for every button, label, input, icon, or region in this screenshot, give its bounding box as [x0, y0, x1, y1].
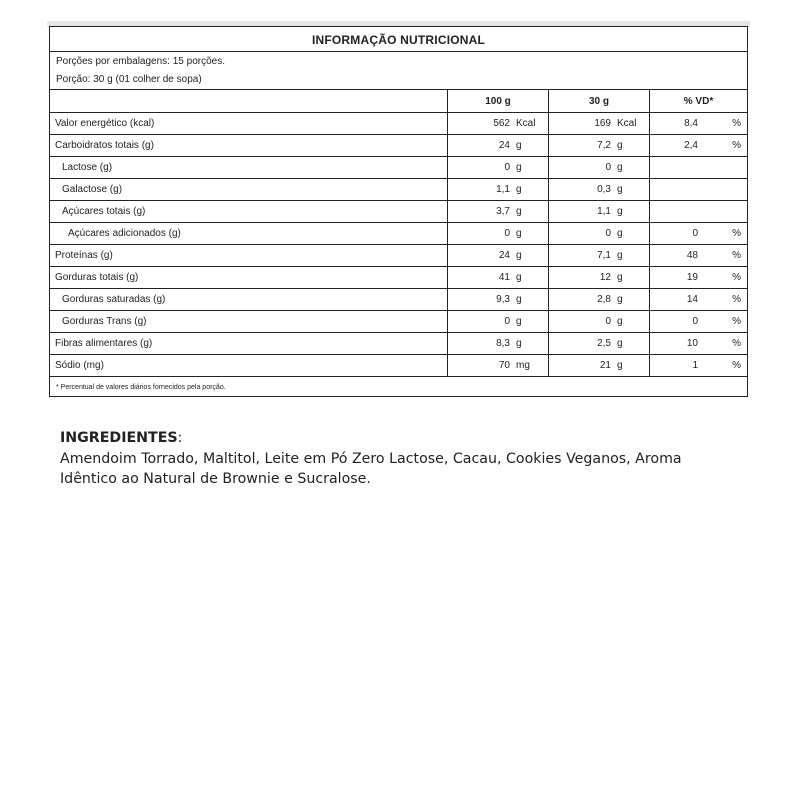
table-row [50, 135, 747, 157]
value-per100 [448, 245, 549, 267]
value-per30-number: 169 [594, 118, 611, 129]
value-per30-number: 2,8 [597, 294, 611, 305]
value-per30 [549, 355, 650, 377]
value-per100-unit: g [516, 316, 522, 327]
value-per100-number: 1,1 [496, 184, 510, 195]
value-vd-number: 2,4 [684, 140, 698, 151]
table-row [50, 355, 747, 377]
table-row [50, 245, 747, 267]
value-per30-unit: g [617, 338, 623, 349]
value-vd-number: 8,4 [684, 118, 698, 129]
header-vd: % VD* [650, 90, 748, 113]
value-per30 [549, 311, 650, 333]
value-per30 [549, 179, 650, 201]
value-vd-unit: % [732, 272, 741, 283]
value-vd-unit: % [732, 338, 741, 349]
table-row [50, 223, 747, 245]
value-per100-unit: g [516, 250, 522, 261]
value-vd [650, 333, 748, 355]
value-per30-unit: g [617, 272, 623, 283]
value-per30-unit: g [617, 294, 623, 305]
table-row [50, 311, 747, 333]
value-per30-number: 0 [605, 228, 611, 239]
value-per100-unit: mg [516, 360, 530, 371]
value-per100-number: 3,7 [496, 206, 510, 217]
nutrient-name: Gorduras Trans (g) [50, 311, 448, 333]
value-vd [650, 289, 748, 311]
value-per30-number: 2,5 [597, 338, 611, 349]
table-row [50, 267, 747, 289]
nutrient-name: Galactose (g) [50, 179, 448, 201]
value-per100 [448, 355, 549, 377]
value-vd-unit: % [732, 316, 741, 327]
value-per30-unit: g [617, 360, 623, 371]
value-per30-number: 7,1 [597, 250, 611, 261]
value-per100 [448, 157, 549, 179]
table-row [50, 157, 747, 179]
value-per30-number: 12 [599, 272, 611, 283]
value-per30 [549, 113, 650, 135]
ingredients-heading: INGREDIENTES [60, 430, 178, 446]
header-per30: 30 g [549, 90, 650, 113]
value-per100-unit: g [516, 140, 522, 151]
value-per100-unit: g [516, 184, 522, 195]
value-per30 [549, 157, 650, 179]
value-per30 [549, 223, 650, 245]
nutrient-name: Proteínas (g) [50, 245, 448, 267]
value-vd-number: 1 [692, 360, 698, 371]
value-per30-number: 0 [605, 162, 611, 173]
value-per100-number: 8,3 [496, 338, 510, 349]
table-row [50, 333, 747, 355]
value-per100 [448, 113, 549, 135]
nutrient-name: Fibras alimentares (g) [50, 333, 448, 355]
value-per100 [448, 267, 549, 289]
table-row [50, 179, 747, 201]
value-vd-number: 0 [692, 316, 698, 327]
header-empty [50, 90, 448, 113]
value-vd-number: 0 [692, 228, 698, 239]
value-vd [650, 223, 748, 245]
ingredients-block: INGREDIENTES: Amendoim Torrado, Maltitol, Leite em Pó Zero Lactose, Cacau, Cookies Veganos, Aroma Idêntico ao Natural de Brownie e Sucralose. [60, 430, 682, 487]
value-vd-number: 19 [686, 272, 698, 283]
value-per30-number: 0,3 [597, 184, 611, 195]
label-title: INFORMAÇÃO NUTRICIONAL [50, 27, 747, 52]
value-vd-unit: % [732, 360, 741, 371]
value-per100 [448, 201, 549, 223]
table-row [50, 289, 747, 311]
table-header-row [50, 90, 747, 113]
nutrient-name: Valor energético (kcal) [50, 113, 448, 135]
value-per100 [448, 333, 549, 355]
value-per100-unit: g [516, 272, 522, 283]
value-per30-unit: g [617, 140, 623, 151]
nutrient-name: Açúcares adicionados (g) [50, 223, 448, 245]
value-per30-number: 1,1 [597, 206, 611, 217]
value-per30 [549, 135, 650, 157]
value-per100-number: 41 [498, 272, 510, 283]
nutrient-name: Açúcares totais (g) [50, 201, 448, 223]
nutrient-name: Gorduras saturadas (g) [50, 289, 448, 311]
value-vd [650, 311, 748, 333]
serving-size: Porção: 30 g (01 colher de sopa) [56, 74, 202, 85]
value-per100 [448, 311, 549, 333]
value-per100-unit: g [516, 162, 522, 173]
value-per30 [549, 333, 650, 355]
nutrient-name: Gorduras totais (g) [50, 267, 448, 289]
value-per100-number: 0 [504, 228, 510, 239]
value-per30 [549, 201, 650, 223]
servings-per-package: Porções por embalagens: 15 porções. [56, 56, 225, 67]
value-per100-number: 70 [498, 360, 510, 371]
value-vd-unit: % [732, 228, 741, 239]
value-per30-unit: Kcal [617, 118, 637, 129]
value-per30 [549, 267, 650, 289]
value-vd-unit: % [732, 250, 741, 261]
value-per30-number: 21 [599, 360, 611, 371]
table-row [50, 113, 747, 135]
value-per100 [448, 135, 549, 157]
nutrition-label [49, 26, 748, 397]
value-vd-number: 48 [686, 250, 698, 261]
value-per100-unit: g [516, 294, 522, 305]
value-vd-unit: % [732, 140, 741, 151]
value-vd-number: 14 [686, 294, 698, 305]
value-per100-number: 9,3 [496, 294, 510, 305]
value-per100 [448, 289, 549, 311]
value-per30-unit: g [617, 316, 623, 327]
value-vd [650, 179, 748, 201]
value-per30-unit: g [617, 162, 623, 173]
value-per30 [549, 289, 650, 311]
ingredients-text: Amendoim Torrado, Maltitol, Leite em Pó Zero Lactose, Cacau, Cookies Veganos, Aroma Idêntico ao Natural de Brownie e Sucralose. [60, 450, 682, 487]
value-vd [650, 135, 748, 157]
value-vd [650, 355, 748, 377]
value-per30-number: 0 [605, 316, 611, 327]
serving-info [50, 52, 747, 90]
value-per30-unit: g [617, 206, 623, 217]
value-per30-number: 7,2 [597, 140, 611, 151]
value-per100 [448, 179, 549, 201]
value-per100-unit: g [516, 206, 522, 217]
value-per100 [448, 223, 549, 245]
nutrient-name: Carboidratos totais (g) [50, 135, 448, 157]
header-per100: 100 g [448, 90, 549, 113]
value-per30-unit: g [617, 250, 623, 261]
value-per100-number: 24 [498, 250, 510, 261]
value-per30 [549, 245, 650, 267]
value-vd-number: 10 [686, 338, 698, 349]
table-row [50, 201, 747, 223]
value-per100-number: 24 [498, 140, 510, 151]
value-per100-number: 0 [504, 316, 510, 327]
value-vd-unit: % [732, 118, 741, 129]
label-footnote: * Percentual de valores diários fornecidos pela porção. [56, 384, 226, 391]
value-per100-number: 562 [493, 118, 510, 129]
nutrition-table [50, 90, 747, 377]
value-vd [650, 113, 748, 135]
value-vd [650, 245, 748, 267]
value-vd [650, 201, 748, 223]
value-vd [650, 157, 748, 179]
value-vd-unit: % [732, 294, 741, 305]
nutrient-name: Sódio (mg) [50, 355, 448, 377]
value-per100-unit: g [516, 338, 522, 349]
value-per100-number: 0 [504, 162, 510, 173]
value-vd [650, 267, 748, 289]
value-per100-unit: Kcal [516, 118, 536, 129]
nutrient-name: Lactose (g) [50, 157, 448, 179]
value-per30-unit: g [617, 228, 623, 239]
value-per30-unit: g [617, 184, 623, 195]
value-per100-unit: g [516, 228, 522, 239]
